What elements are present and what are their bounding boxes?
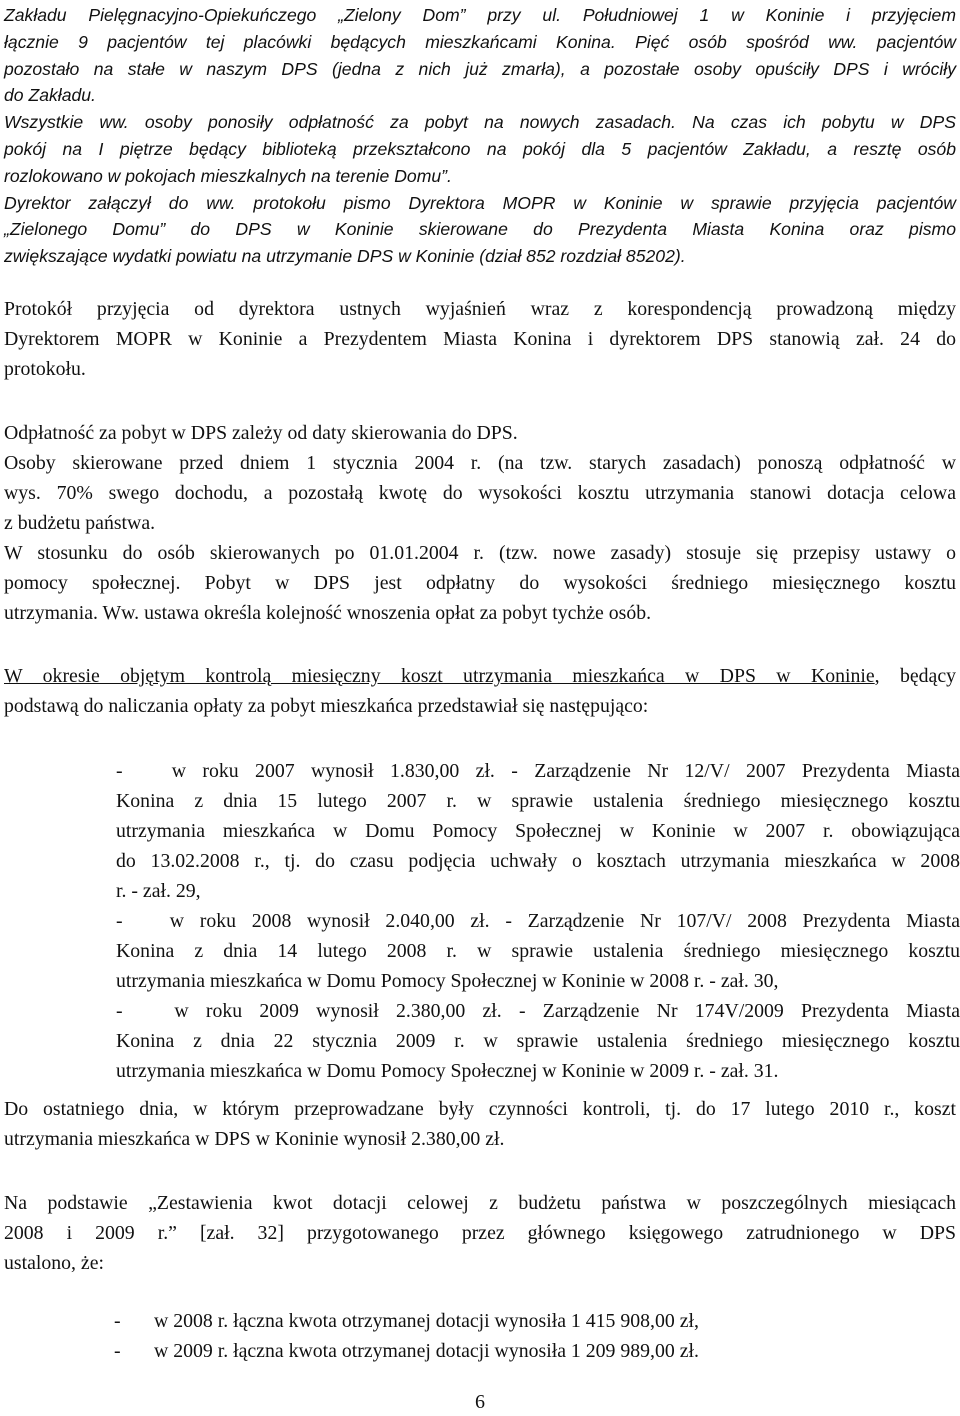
text-line: [116, 756, 960, 786]
text-line: „Zielonego Domu” do DPS w Koninie skierowane do Prezydenta Miasta Konina oraz pismo: [4, 219, 956, 240]
list-dash: -: [116, 910, 123, 932]
list-item: [4, 1306, 956, 1336]
text-line: Konina z dnia 14 lutego 2008 r. w sprawie ustalenia średniego miesięcznego kosztu: [116, 940, 960, 962]
list-dash: -: [114, 1340, 121, 1362]
text-line: Zakładu Pielęgnacyjno-Opiekuńczego „Zielony Dom” przy ul. Południowej 1 w Koninie i przyjęciem: [4, 5, 956, 25]
text-line: z budżetu państwa.: [4, 512, 156, 534]
page-number: 6: [475, 1391, 485, 1413]
text-line: pozostało na stałe w naszym DPS (jedna z nich już zmarła), a pozostałe osoby opuściły DPS i wróciły: [4, 58, 956, 79]
text-line: W stosunku do osób skierowanych po 01.01.2004 r. (tzw. nowe zasady) stosuje się przepisy ustawy o: [4, 542, 956, 564]
text-line: pomocy społecznej. Pobyt w DPS jest odpłatny do wysokości średniego miesięcznego kosztu: [4, 572, 956, 594]
list-item-text: w roku 2008 wynosił 2.040,00 zł. - Zarządzenie Nr 107/V/ 2008 Prezydenta Miasta: [169, 910, 960, 932]
text-line: utrzymania mieszkańca w Domu Pomocy Społecznej w Koninie w 2008 r. - zał. 30,: [116, 970, 779, 992]
text-line: Osoby skierowane przed dniem 1 stycznia 2004 r. (na tzw. starych zasadach) ponoszą odpłatność w: [4, 452, 956, 474]
list-item: [4, 1336, 956, 1366]
underlined-phrase: W okresie objętym kontrolą miesięczny koszt utrzymania mieszkańca w DPS w Koninie: [4, 665, 875, 687]
last-day-paragraph: [4, 1094, 956, 1154]
list-dash: -: [114, 1310, 121, 1332]
text-line: wys. 70% swego dochodu, a pozostałą kwotę do wysokości kosztu utrzymania stanowi dotacja celowa: [4, 482, 956, 504]
text-line: pokój na I piętrze będący biblioteką przekształcono na pokój dla 5 pacjentów Zakładu, a resztę osób: [4, 138, 956, 159]
subsidy-paragraph: [4, 1188, 956, 1278]
list-item-text: w roku 2007 wynosił 1.830,00 zł. - Zarządzenie Nr 12/V/ 2007 Prezydenta Miasta: [171, 760, 960, 782]
text-line: do 13.02.2008 r., tj. do czasu podjęcia uchwały o kosztach utrzymania mieszkańca w 2008: [116, 850, 960, 872]
protocol-paragraph: [4, 294, 956, 384]
list-item: [116, 756, 960, 1086]
text-line: podstawą do naliczania opłaty za pobyt mieszkańca przedstawiał się następująco:: [4, 695, 649, 717]
text-line: ustalono, że:: [4, 1252, 104, 1274]
quoted-protocol-block: [4, 2, 956, 270]
fees-paragraph: [4, 418, 956, 628]
text-line: 2008 i 2009 r.” [zał. 32] przygotowanego przez głównego księgowego zatrudnionego w DPS: [4, 1222, 956, 1244]
text-line: Wszystkie ww. osoby ponosiły odpłatność za pobyt na nowych zasadach. Na czas ich pobytu w DPS: [4, 112, 956, 133]
text-line: utrzymania mieszkańca w DPS w Koninie wynosił 2.380,00 zł.: [4, 1128, 505, 1150]
text-line: do Zakładu.: [4, 85, 96, 106]
text-line: utrzymania mieszkańca w Domu Pomocy Społecznej w Koninie w 2009 r. - zał. 31.: [116, 1060, 779, 1082]
text-line: Konina z dnia 22 stycznia 2009 r. w sprawie ustalenia średniego miesięcznego kosztu: [116, 1030, 960, 1052]
text-line: Dyrektor załączył do ww. protokołu pismo Dyrektora MOPR w Koninie w sprawie przyjęcia pacjentów: [4, 192, 956, 213]
text-line: Na podstawie „Zestawienia kwot dotacji celowej z budżetu państwa w poszczególnych miesiącach: [4, 1192, 956, 1214]
text-line: zwiększające wydatki powiatu na utrzymanie DPS w Koninie (dział 852 rozdział 85202).: [4, 246, 686, 267]
text-line: Odpłatność za pobyt w DPS zależy od daty skierowania do DPS.: [4, 422, 518, 444]
text-line: utrzymania mieszkańca w Domu Pomocy Społecznej w Koninie w 2007 r. obowiązująca: [116, 820, 960, 842]
list-dash: -: [116, 1000, 123, 1022]
list-item-text: w 2008 r. łączna kwota otrzymanej dotacji wynosiła 1 415 908,00 zł,: [154, 1310, 699, 1332]
text-line: łącznie 9 pacjentów tej placówki będących mieszkańcami Konina. Pięć osób spośród ww. pacjentów: [4, 31, 956, 52]
cost-intro-paragraph: [4, 661, 956, 721]
text-line: Konina z dnia 15 lutego 2007 r. w sprawie ustalenia średniego miesięcznego kosztu: [116, 790, 960, 812]
text-line: [4, 661, 956, 691]
subsidy-list: [4, 1306, 956, 1366]
text-line: [116, 996, 960, 1026]
list-item-text: w 2009 r. łączna kwota otrzymanej dotacji wynosiła 1 209 989,00 zł.: [154, 1340, 699, 1362]
text-line: utrzymania. Ww. ustawa określa kolejność wnoszenia opłat za pobyt tychże osób.: [4, 602, 652, 624]
text-line: Do ostatniego dnia, w którym przeprowadzane były czynności kontroli, tj. do 17 lutego 2010 r., koszt: [4, 1098, 956, 1120]
list-item-text: w roku 2009 wynosił 2.380,00 zł. - Zarządzenie Nr 174V/2009 Prezydenta Miasta: [174, 1000, 960, 1022]
text-fragment: , będący: [874, 665, 956, 687]
text-line: rozlokowano w pokojach mieszkalnych na terenie Domu”.: [4, 165, 452, 186]
text-line: Dyrektorem MOPR w Koninie a Prezydentem Miasta Konina i dyrektorem DPS stanowią zał. 24 do: [4, 328, 956, 350]
list-dash: -: [116, 760, 123, 782]
text-line: [116, 906, 960, 936]
text-line: protokołu.: [4, 358, 86, 380]
text-line: Protokół przyjęcia od dyrektora ustnych wyjaśnień wraz z korespondencją prowadzoną między: [4, 298, 956, 320]
text-line: r. - zał. 29,: [116, 880, 201, 902]
